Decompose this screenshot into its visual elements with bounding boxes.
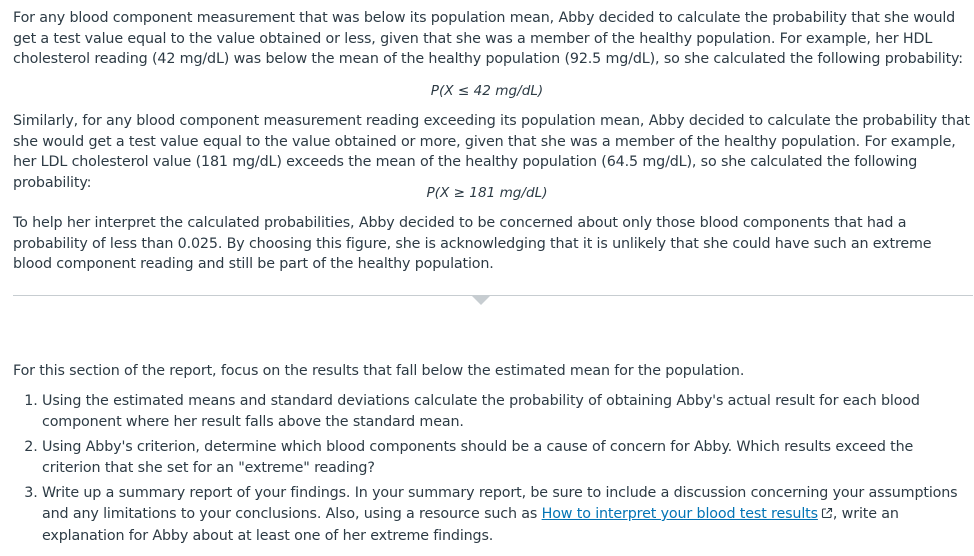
intro-paragraph-ldl: Similarly, for any blood component measurement reading exceeding its population mean, Abby decided to calculate the probability that she would get a test value equal to the value obtained or more, given that she was a member of the healthy population. For example, her LDL cholesterol value (181 mg/dL) exceeds the mean of the healthy population (64.5 mg/dL), so she calculated the following probability: (13, 113, 970, 191)
intro-paragraph-hdl: For any blood component measurement that was below its population mean, Abby decided to calculate the probability that she would get a test value equal to the value obtained or less, given that she was a member of the healthy population. For example, her HDL cholesterol reading (42 mg/dL) was below the mean of the healthy population (92.5 mg/dL), so she calculated the following probability: (13, 10, 963, 68)
task-2-text: Using Abby's criterion, determine which blood components should be a cause of concern for Abby. Which results exceed the criterion that she set for an "extreme" reading? (42, 439, 914, 476)
external-link-icon[interactable] (821, 505, 833, 526)
task-list (13, 391, 968, 551)
section-divider (13, 295, 973, 296)
caret-down-icon (472, 296, 490, 305)
intro-paragraph-criterion: To help her interpret the calculated probabilities, Abby decided to be concerned about only those blood components that had a probability of less than 0.025. By choosing this figure, she is acknowledging that it is unlikely that she could have such an extreme blood component reading and still be part of the healthy population. (13, 215, 932, 273)
task-3-text-after: , write an explanation for Abby about at least one of her extreme findings. (42, 505, 899, 544)
task-item-2 (42, 437, 968, 478)
task-1-text: Using the estimated means and standard deviations calculate the probability of obtaining Abby's actual result for each blood component where her result falls above the standard mean. (42, 393, 920, 430)
blood-test-results-link[interactable] (542, 506, 818, 522)
blood-test-results-link-label: How to interpret your blood test results (541, 505, 818, 522)
task-item-1 (42, 391, 968, 432)
formula-ldl-probability: P(X ≥ 181 mg/dL) (426, 185, 548, 201)
task-3-text-before: Write up a summary report of your findings. In your summary report, be sure to include a discussion concerning your assumptions and any limitations to your conclusions. Also, using a resource such as (42, 485, 958, 522)
task-item-3 (42, 483, 968, 546)
section-lead: For this section of the report, focus on the results that fall below the estimated mean for the population. (13, 363, 745, 379)
formula-hdl-probability: P(X ≤ 42 mg/dL) (430, 83, 544, 99)
